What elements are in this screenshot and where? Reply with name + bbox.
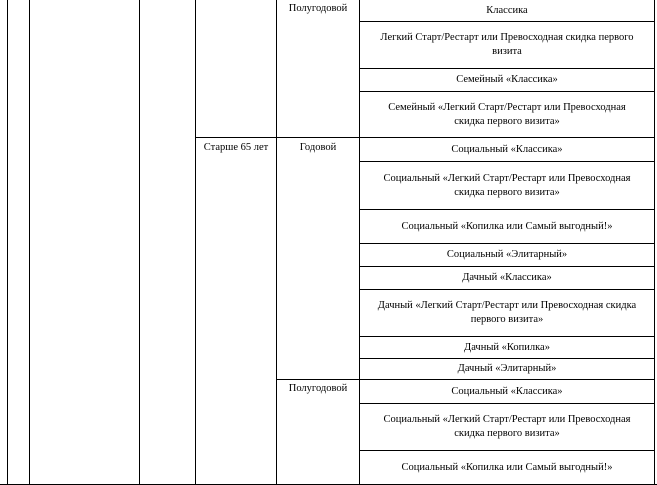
table-border [195,0,196,485]
tariff-cell: Дачный «Элитарный» [457,363,557,374]
table-border [139,0,140,485]
tariff-cell: Легкий Старт/Рестарт или Превосходная скидка первого визита [380,32,634,57]
tariff-cell: Дачный «Классика» [462,272,552,283]
tariff-cell: Семейный «Легкий Старт/Рестарт или Превосходная скидка первого визита» [388,101,626,127]
tariff-cell: Классика [486,4,528,16]
tariff-cell: Семейный «Классика» [456,74,558,85]
tariff-cell: Социальный «Копилка или Самый выгодный!» [401,461,613,473]
tariff-cell: Дачный «Легкий Старт/Рестарт или Превосходная скидка первого визита» [377,300,637,325]
tariff-cell: Социальный «Классика» [451,385,563,397]
tariff-cell: Социальный «Легкий Старт/Рестарт или Превосходная скидка первого визита» [383,414,631,439]
table-border [276,0,277,485]
tariff-cell: Социальный «Легкий Старт/Рестарт или Превосходная скидка первого визита» [383,172,631,198]
period-cell: Полугодовой [288,383,348,394]
tariff-cell: Дачный «Копилка» [464,341,550,353]
period-cell: Годовой [299,142,337,153]
period-cell: Полугодовой [288,3,348,14]
table-border [29,0,30,485]
age-group-cell: Старше 65 лет [203,142,269,153]
table-border [7,0,8,485]
tariff-cell: Социальный «Классика» [451,143,563,155]
tariff-cell: Социальный «Элитарный» [446,249,568,260]
tariff-cell: Социальный «Копилка или Самый выгодный!» [401,220,613,232]
